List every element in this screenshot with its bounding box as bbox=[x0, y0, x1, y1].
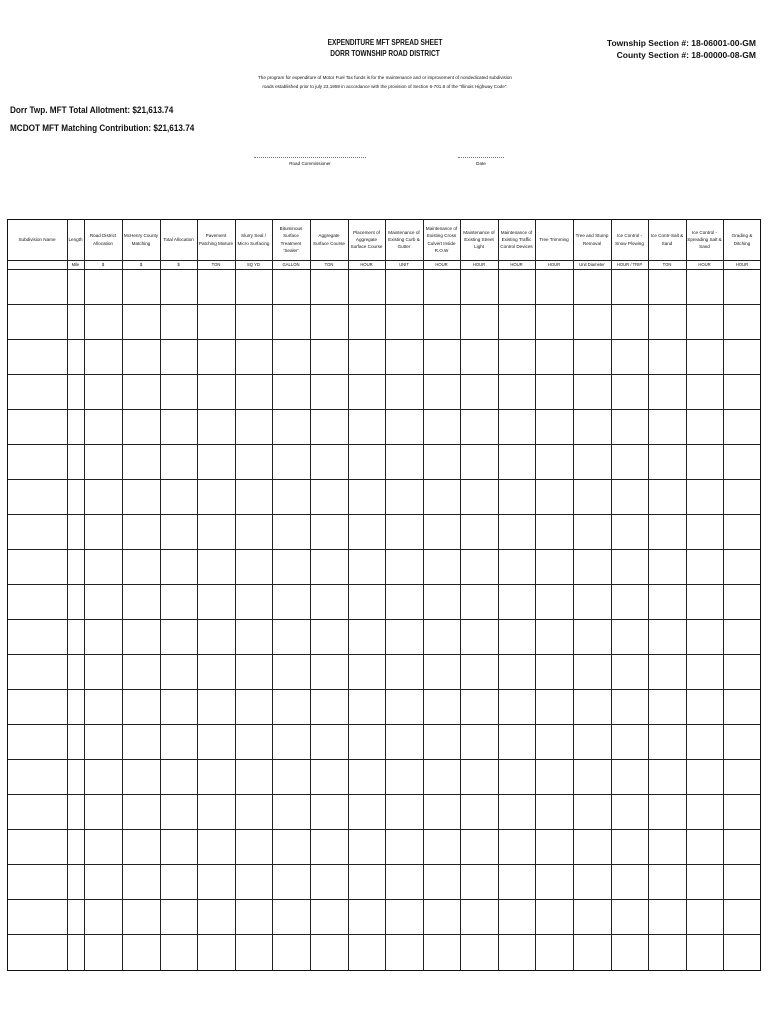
signature-line bbox=[254, 157, 366, 158]
column-unit: UNIT bbox=[399, 262, 409, 267]
column-unit: HOUR bbox=[698, 262, 711, 267]
column-header: Bituminous Surface Treatment 'Sealer' bbox=[279, 226, 303, 253]
column-header: Maintenance of Existing Traffic Control Devices bbox=[500, 229, 533, 250]
township-section: Township Section #: 18-06001-00-GM bbox=[606, 38, 756, 48]
section-numbers bbox=[607, 37, 756, 61]
column-header: Aggregate Surface Course bbox=[313, 233, 345, 246]
column-unit: TON bbox=[662, 262, 672, 267]
matching-contribution: MCDOT MFT Matching Contribution: $21,613.74 bbox=[10, 123, 195, 134]
column-header: Length bbox=[68, 236, 83, 242]
column-header: McHenry County Matching bbox=[123, 233, 159, 246]
column-unit: $ bbox=[139, 262, 143, 267]
column-header: Subdivision Name bbox=[18, 236, 56, 242]
column-unit: HOUR bbox=[435, 262, 448, 267]
column-unit: TON bbox=[324, 262, 334, 267]
column-unit: HOUR bbox=[735, 262, 749, 267]
column-unit: HOUR bbox=[360, 262, 373, 267]
column-unit: Unit Diameter bbox=[579, 262, 605, 267]
allotment-block bbox=[10, 102, 194, 138]
column-header: Placement of Aggregate Surface Course bbox=[350, 229, 383, 250]
column-header: Grading & Ditching bbox=[731, 233, 753, 246]
column-unit: SQ YD bbox=[247, 262, 260, 267]
column-header: Tree Trimming bbox=[539, 236, 569, 242]
note-line-1: The program for expenditure of Motor Fuel Tax funds is for the maintenance and or improvement of nondedicated subdivision bbox=[258, 75, 512, 80]
column-header: Maintenance of Existing Cross Culvert Inside R.O.W bbox=[425, 226, 458, 253]
column-header: Slurry Seal / Micro Surfacing bbox=[237, 233, 270, 246]
note-line-2: roads established prior to july 23,1959 in accordance with the provision of Section 6-701.8 of the "Illinois Highway Code". bbox=[262, 84, 508, 89]
program-note bbox=[0, 73, 770, 91]
column-header: Tree and Stump Removal bbox=[575, 233, 609, 246]
column-unit: Mile bbox=[71, 262, 80, 267]
column-header: Ice Control - Snow Plowing bbox=[615, 233, 644, 246]
column-header: Ice Control - Spreading Salt & Sand bbox=[687, 229, 722, 250]
form-title: EXPENDITURE MFT SPREAD SHEET bbox=[327, 38, 443, 47]
column-unit: HOUR bbox=[510, 262, 523, 267]
commissioner-label: Road Commissioner bbox=[289, 161, 331, 166]
column-header: Road District Allocation bbox=[89, 233, 117, 246]
date-label: Date bbox=[476, 161, 486, 166]
column-unit: GALLON bbox=[282, 262, 300, 267]
column-header: Total Allocation bbox=[163, 236, 194, 242]
commissioner-signature bbox=[254, 157, 366, 166]
total-allotment: Dorr Twp. MFT Total Allotment: $21,613.74 bbox=[10, 105, 174, 116]
county-section: County Section #: 18-00000-08-GM bbox=[616, 50, 756, 60]
column-unit: TON bbox=[211, 262, 221, 267]
column-header: Ice Contr-Salt & Sand bbox=[650, 233, 684, 246]
column-unit: $ bbox=[177, 262, 180, 267]
column-unit: HOUR bbox=[547, 262, 561, 267]
column-unit: HOUR / TRIP bbox=[616, 262, 643, 267]
date-line bbox=[458, 157, 504, 158]
expenditure-table bbox=[7, 219, 761, 971]
column-header: Maintenance of Existing Street Light bbox=[463, 229, 495, 250]
column-header: Maintenance of Existing Curb & Gutter bbox=[388, 229, 420, 250]
column-header: Pavement Patching Mixture bbox=[198, 233, 234, 246]
date-signature bbox=[458, 157, 504, 166]
table-border bbox=[7, 219, 761, 971]
column-unit: $ bbox=[101, 262, 105, 267]
district-title: DORR TOWNSHIP ROAD DISTRICT bbox=[330, 49, 440, 58]
column-unit: HOUR bbox=[472, 262, 486, 267]
